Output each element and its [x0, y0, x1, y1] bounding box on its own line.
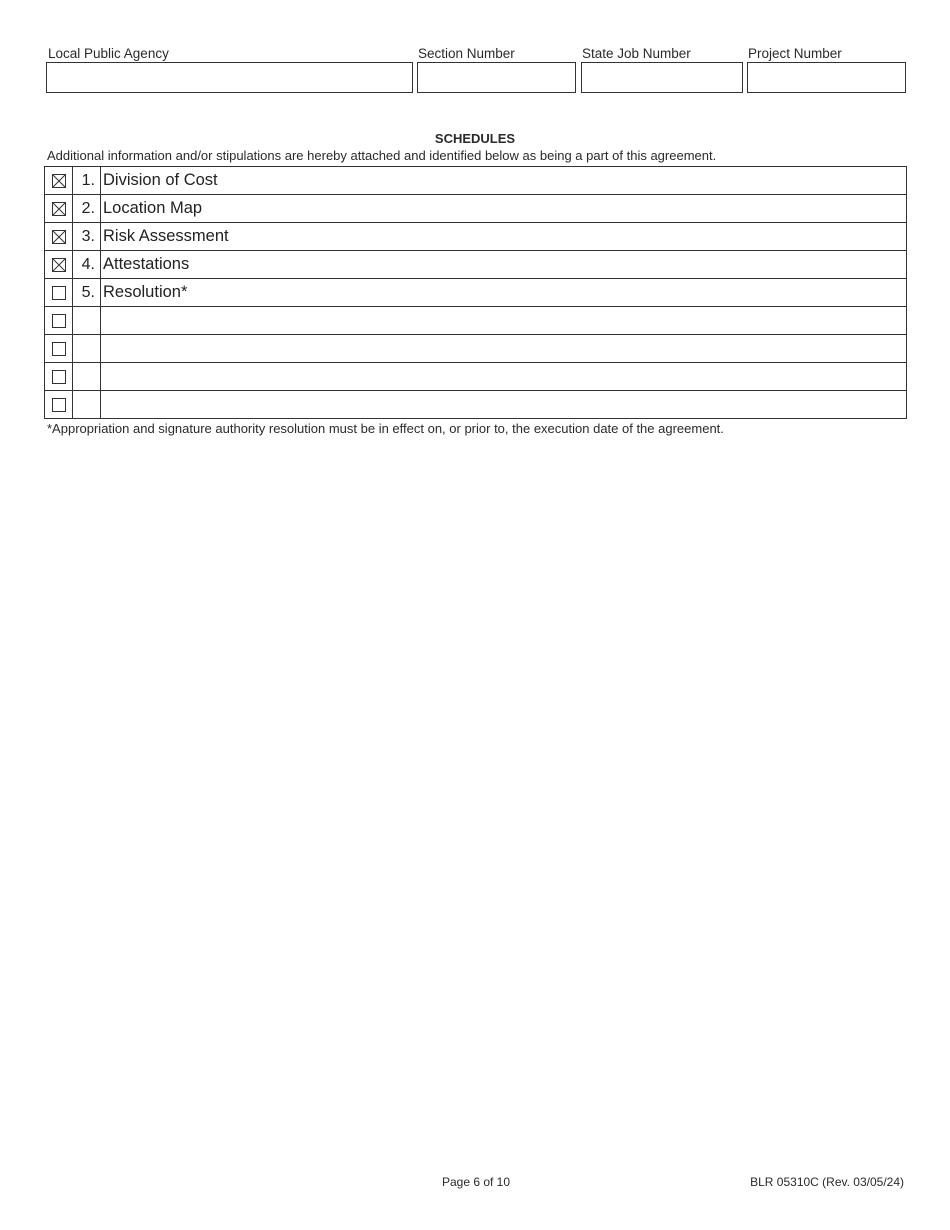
schedule-checkbox-cell	[45, 335, 73, 363]
local-public-agency-label: Local Public Agency	[48, 46, 169, 61]
schedule-row	[45, 167, 907, 195]
schedule-checkbox-cell	[45, 251, 73, 279]
schedule-row	[45, 391, 907, 419]
schedule-name[interactable]: Location Map	[101, 195, 907, 223]
schedule-row	[45, 223, 907, 251]
form-id: BLR 05310C (Rev. 03/05/24)	[750, 1175, 904, 1189]
schedule-checkbox[interactable]	[52, 286, 66, 300]
schedules-intro: Additional information and/or stipulations are hereby attached and identified below as being a part of this agreement.	[47, 148, 717, 163]
section-number-label: Section Number	[418, 46, 515, 61]
schedule-name[interactable]: Risk Assessment	[101, 223, 907, 251]
schedule-checkbox-cell	[45, 391, 73, 419]
schedule-checkbox[interactable]	[52, 174, 66, 188]
schedule-name[interactable]: Resolution*	[101, 279, 907, 307]
schedule-row	[45, 363, 907, 391]
schedules-table	[44, 166, 907, 419]
schedule-name[interactable]: Attestations	[101, 251, 907, 279]
schedule-name[interactable]	[101, 335, 907, 363]
schedule-checkbox[interactable]	[52, 314, 66, 328]
schedule-number	[73, 391, 101, 419]
state-job-number-label: State Job Number	[582, 46, 691, 61]
schedule-name[interactable]	[101, 307, 907, 335]
schedule-name[interactable]	[101, 391, 907, 419]
schedule-row	[45, 195, 907, 223]
schedule-checkbox-cell	[45, 223, 73, 251]
schedule-number	[73, 363, 101, 391]
schedule-checkbox[interactable]	[52, 258, 66, 272]
schedule-row	[45, 335, 907, 363]
local-public-agency-field[interactable]	[46, 62, 413, 93]
schedule-row	[45, 251, 907, 279]
schedule-checkbox-cell	[45, 167, 73, 195]
page-number: Page 6 of 10	[441, 1175, 511, 1189]
schedule-checkbox[interactable]	[52, 230, 66, 244]
schedule-checkbox-cell	[45, 195, 73, 223]
schedule-number: 5.	[73, 279, 101, 307]
project-number-label: Project Number	[748, 46, 842, 61]
schedule-checkbox[interactable]	[52, 370, 66, 384]
schedule-row	[45, 279, 907, 307]
schedule-row	[45, 307, 907, 335]
schedule-name[interactable]: Division of Cost	[101, 167, 907, 195]
schedule-checkbox-cell	[45, 279, 73, 307]
schedule-number: 1.	[73, 167, 101, 195]
section-number-field[interactable]	[417, 62, 576, 93]
schedule-checkbox-cell	[45, 307, 73, 335]
schedule-number: 2.	[73, 195, 101, 223]
state-job-number-field[interactable]	[581, 62, 743, 93]
schedule-number: 4.	[73, 251, 101, 279]
schedule-number: 3.	[73, 223, 101, 251]
schedule-number	[73, 307, 101, 335]
schedule-checkbox[interactable]	[52, 398, 66, 412]
project-number-field[interactable]	[747, 62, 906, 93]
schedule-checkbox[interactable]	[52, 342, 66, 356]
schedule-name[interactable]	[101, 363, 907, 391]
schedules-title: SCHEDULES	[434, 131, 516, 146]
resolution-footnote: *Appropriation and signature authority resolution must be in effect on, or prior to, the execution date of the agreement.	[47, 421, 724, 436]
schedule-checkbox[interactable]	[52, 202, 66, 216]
schedule-number	[73, 335, 101, 363]
schedule-checkbox-cell	[45, 363, 73, 391]
